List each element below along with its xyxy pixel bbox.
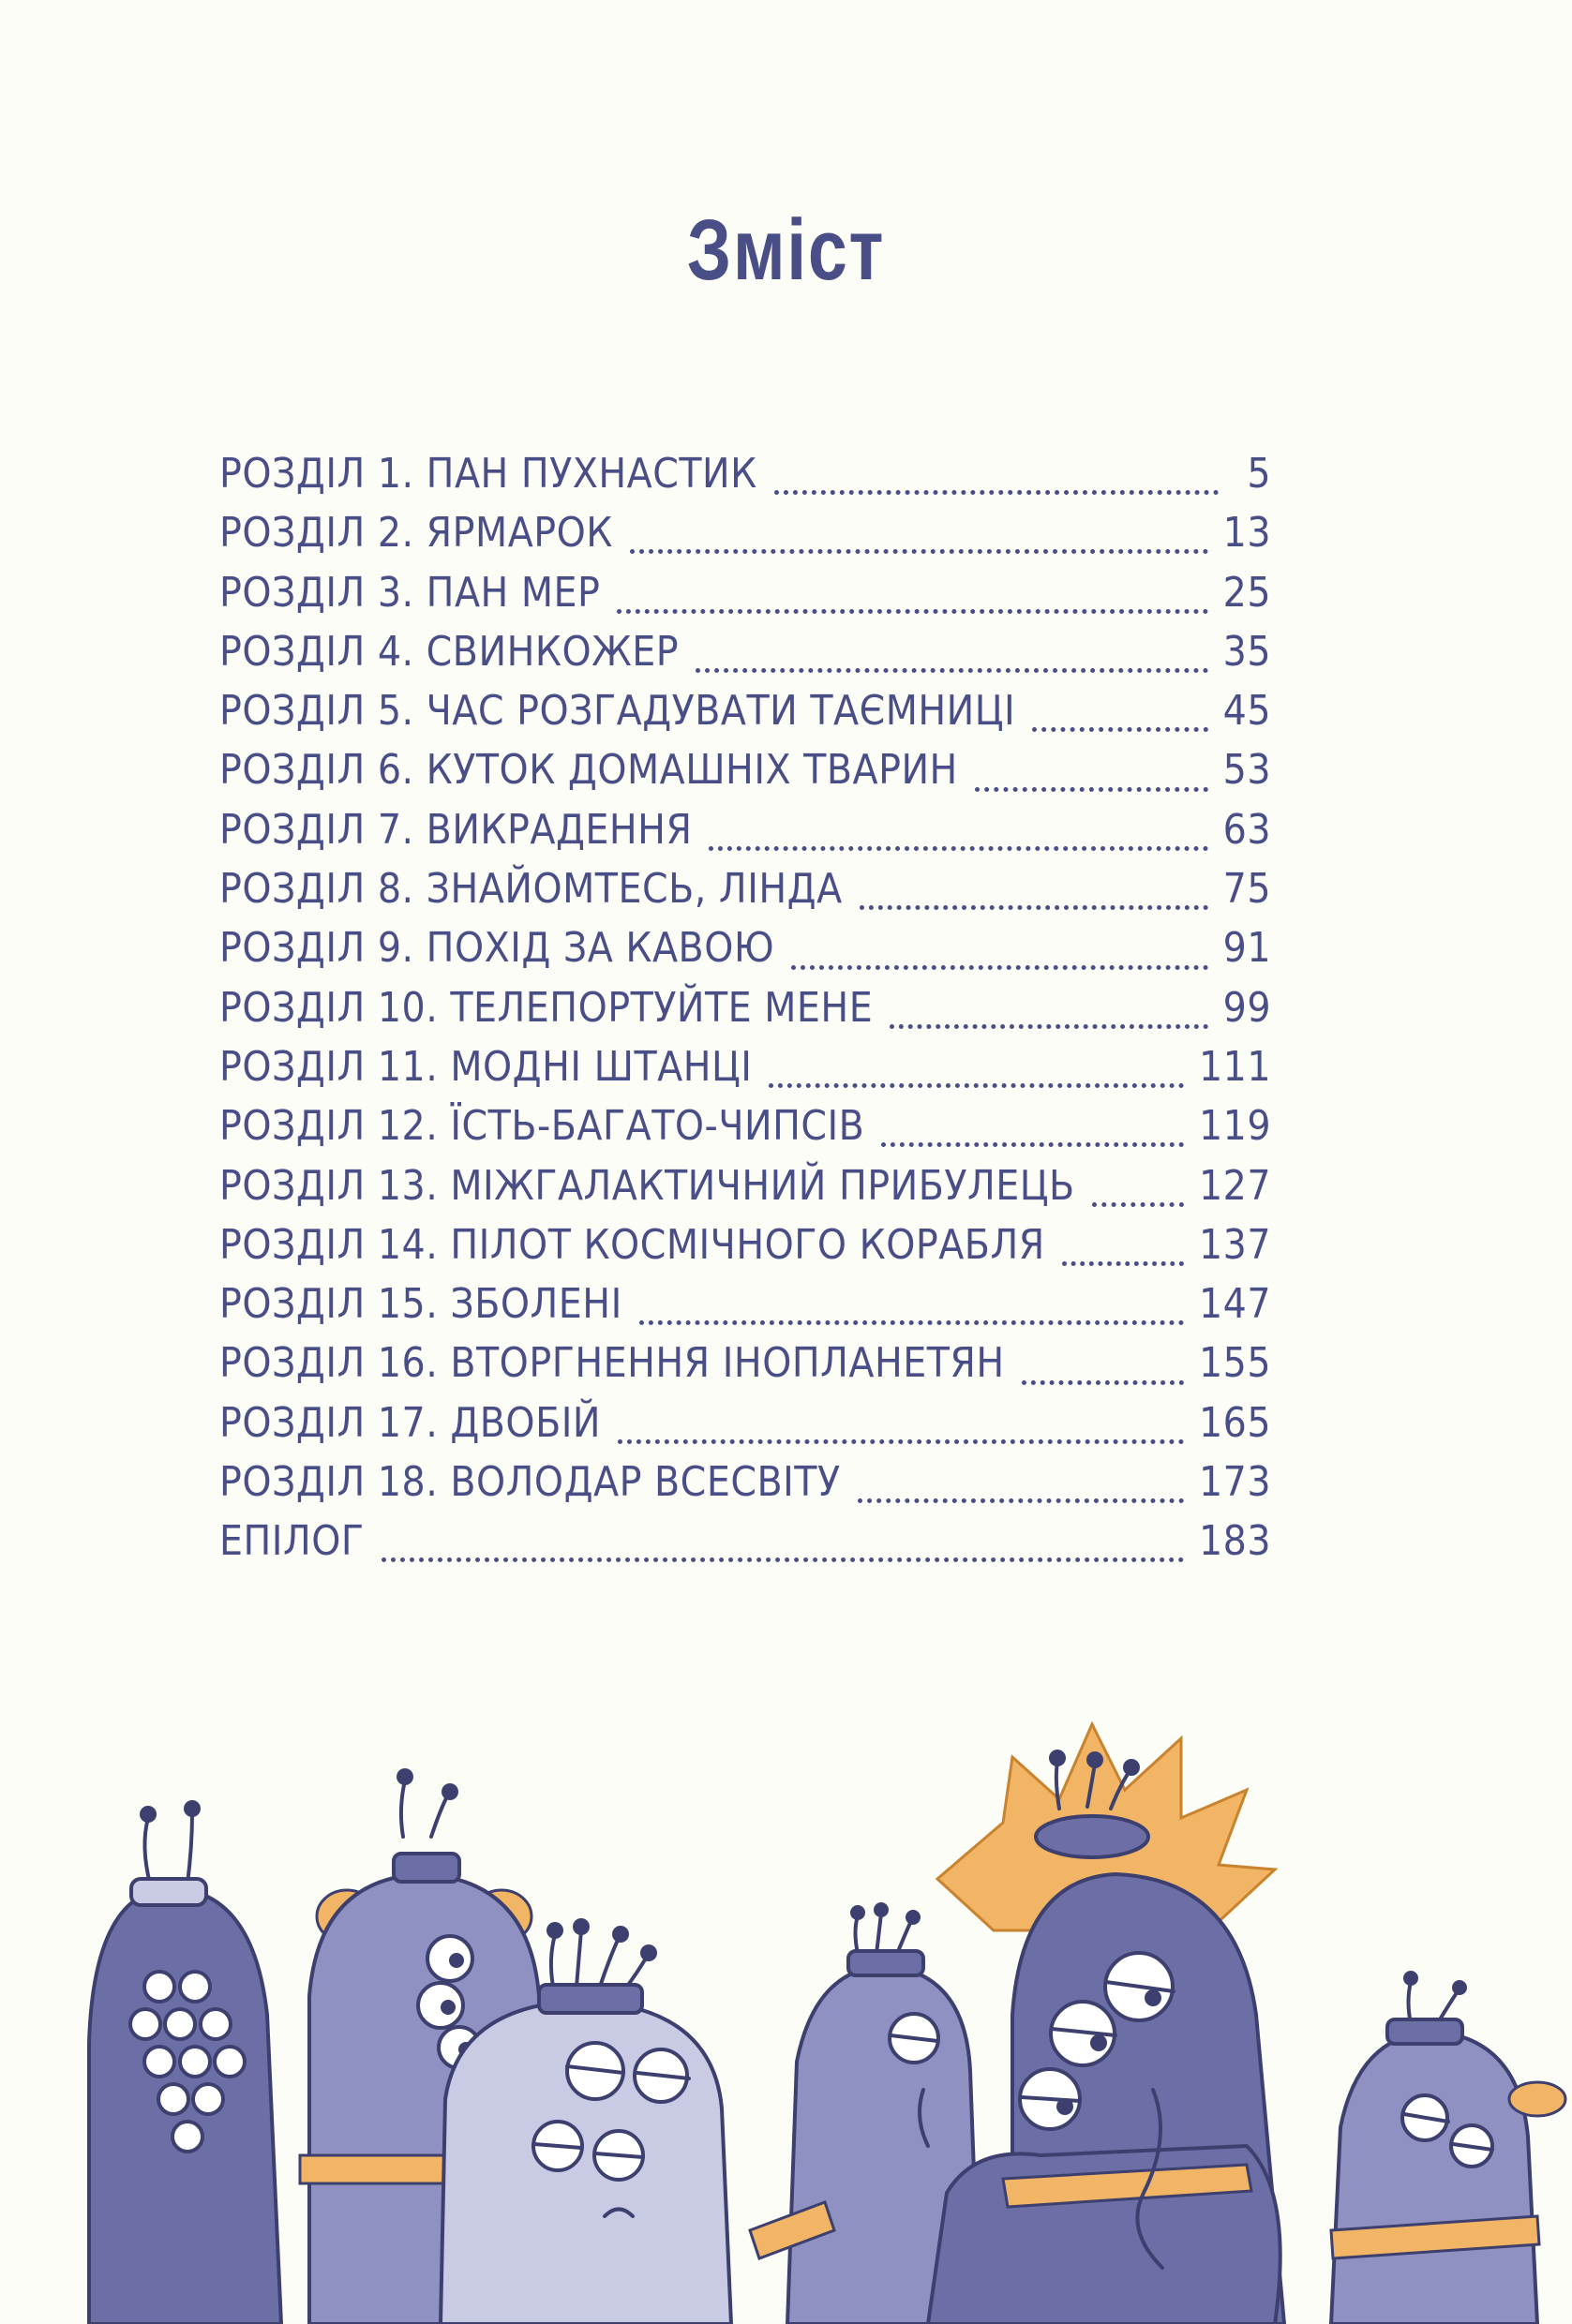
toc-entry-title: РОЗДІЛ 8. ЗНАЙОМТЕСЬ, ЛІНДА (219, 865, 843, 914)
toc-entry-page: 5 (1247, 450, 1271, 498)
toc-entry-title: РОЗДІЛ 14. ПІЛОТ КОСМІЧНОГО КОРАБЛЯ (219, 1220, 1045, 1269)
toc-entry-title: РОЗДІЛ 7. ВИКРАДЕННЯ (219, 805, 693, 854)
dot-leader (639, 1320, 1184, 1325)
toc-entry-page: 45 (1222, 687, 1271, 736)
toc-entry-title: РОЗДІЛ 11. МОДНІ ШТАНЦІ (219, 1042, 753, 1091)
toc-entry-title: РОЗДІЛ 3. ПАН МЕР (219, 568, 601, 617)
toc-entry-page: 119 (1198, 1102, 1271, 1151)
toc-entry-page: 53 (1222, 746, 1271, 795)
toc-entry[interactable] (219, 1221, 1271, 1280)
toc-entry[interactable] (219, 569, 1271, 628)
dot-leader (617, 609, 1207, 614)
table-of-contents (219, 450, 1271, 1577)
aliens-crowd-illustration (0, 1706, 1572, 2324)
dot-leader (975, 787, 1208, 792)
toc-entry-page: 173 (1198, 1458, 1271, 1507)
toc-entry[interactable] (219, 1280, 1271, 1339)
toc-entry-page: 147 (1198, 1280, 1271, 1329)
toc-entry-page: 137 (1198, 1220, 1271, 1269)
dot-leader (630, 549, 1208, 554)
toc-entry[interactable] (219, 806, 1271, 865)
toc-entry[interactable] (219, 628, 1271, 687)
toc-entry[interactable] (219, 924, 1271, 983)
toc-entry-title: РОЗДІЛ 12. ЇСТЬ-БАГАТО-ЧИПСІВ (219, 1102, 865, 1151)
toc-entry-title: РОЗДІЛ 6. КУТОК ДОМАШНІХ ТВАРИН (219, 746, 958, 795)
dot-leader (881, 1142, 1184, 1147)
toc-entry-title: РОЗДІЛ 18. ВОЛОДАР ВСЕСВІТУ (219, 1458, 841, 1507)
toc-entry-page: 127 (1198, 1161, 1271, 1210)
toc-entry[interactable] (219, 450, 1271, 509)
toc-entry[interactable] (219, 1517, 1271, 1576)
toc-entry[interactable] (219, 1043, 1271, 1102)
dot-leader (890, 1024, 1207, 1029)
dot-leader (1062, 1261, 1184, 1266)
toc-entry-title: РОЗДІЛ 13. МІЖГАЛАКТИЧНИЙ ПРИБУЛЕЦЬ (219, 1161, 1075, 1210)
toc-entry-title: РОЗДІЛ 4. СВИНКОЖЕР (219, 627, 680, 676)
toc-entry-title: РОЗДІЛ 5. ЧАС РОЗГАДУВАТИ ТАЄМНИЦІ (219, 687, 1016, 736)
dot-leader (1022, 1380, 1184, 1385)
toc-entry-page: 35 (1222, 627, 1271, 676)
toc-entry-title: РОЗДІЛ 16. ВТОРГНЕННЯ ІНОПЛАНЕТЯН (219, 1339, 1005, 1388)
toc-entry-page: 63 (1222, 805, 1271, 854)
toc-entry-page: 183 (1198, 1517, 1271, 1566)
toc-entry-page: 99 (1222, 983, 1271, 1032)
alien-king (928, 1724, 1284, 2324)
toc-entry-page: 25 (1222, 568, 1271, 617)
toc-entry-title: РОЗДІЛ 9. ПОХІД ЗА КАВОЮ (219, 924, 775, 973)
dot-leader (618, 1439, 1184, 1444)
dot-leader (791, 965, 1208, 970)
toc-entry[interactable] (219, 1162, 1271, 1221)
dot-leader (858, 1498, 1184, 1503)
alien-many-eyes (89, 1800, 281, 2324)
toc-entry-title: РОЗДІЛ 2. ЯРМАРОК (219, 509, 613, 558)
toc-entry[interactable] (219, 984, 1271, 1043)
toc-entry-title: РОЗДІЛ 10. ТЕЛЕПОРТУЙТЕ МЕНЕ (219, 983, 874, 1032)
toc-entry-title: РОЗДІЛ 15. ЗБОЛЕНІ (219, 1280, 622, 1329)
dot-leader (709, 846, 1207, 851)
toc-entry[interactable] (219, 865, 1271, 924)
toc-entry-title: ЕПІЛОГ (219, 1517, 365, 1566)
toc-entry-page: 75 (1222, 865, 1271, 914)
dot-leader (769, 1083, 1184, 1088)
toc-entry[interactable] (219, 1458, 1271, 1517)
dot-leader (1032, 727, 1207, 732)
dot-leader (774, 490, 1219, 495)
toc-entry-page: 91 (1222, 924, 1271, 973)
alien-right (1331, 1971, 1565, 2324)
toc-entry-title: РОЗДІЛ 17. ДВОБІЙ (219, 1398, 602, 1447)
dot-leader (1092, 1202, 1184, 1207)
toc-entry-page: 155 (1198, 1339, 1271, 1388)
toc-entry[interactable] (219, 1339, 1271, 1398)
dot-leader (382, 1557, 1184, 1562)
toc-entry[interactable] (219, 746, 1271, 805)
toc-entry[interactable] (219, 1102, 1271, 1161)
dot-leader (860, 905, 1208, 910)
page-title: Зміст (686, 202, 886, 298)
toc-entry-title: РОЗДІЛ 1. ПАН ПУХНАСТИК (219, 450, 757, 498)
toc-entry[interactable] (219, 687, 1271, 746)
toc-entry-page: 13 (1222, 509, 1271, 558)
toc-entry[interactable] (219, 1399, 1271, 1458)
toc-entry[interactable] (219, 509, 1271, 568)
toc-entry-page: 165 (1198, 1398, 1271, 1447)
toc-entry-page: 111 (1198, 1042, 1271, 1091)
dot-leader (696, 668, 1208, 673)
